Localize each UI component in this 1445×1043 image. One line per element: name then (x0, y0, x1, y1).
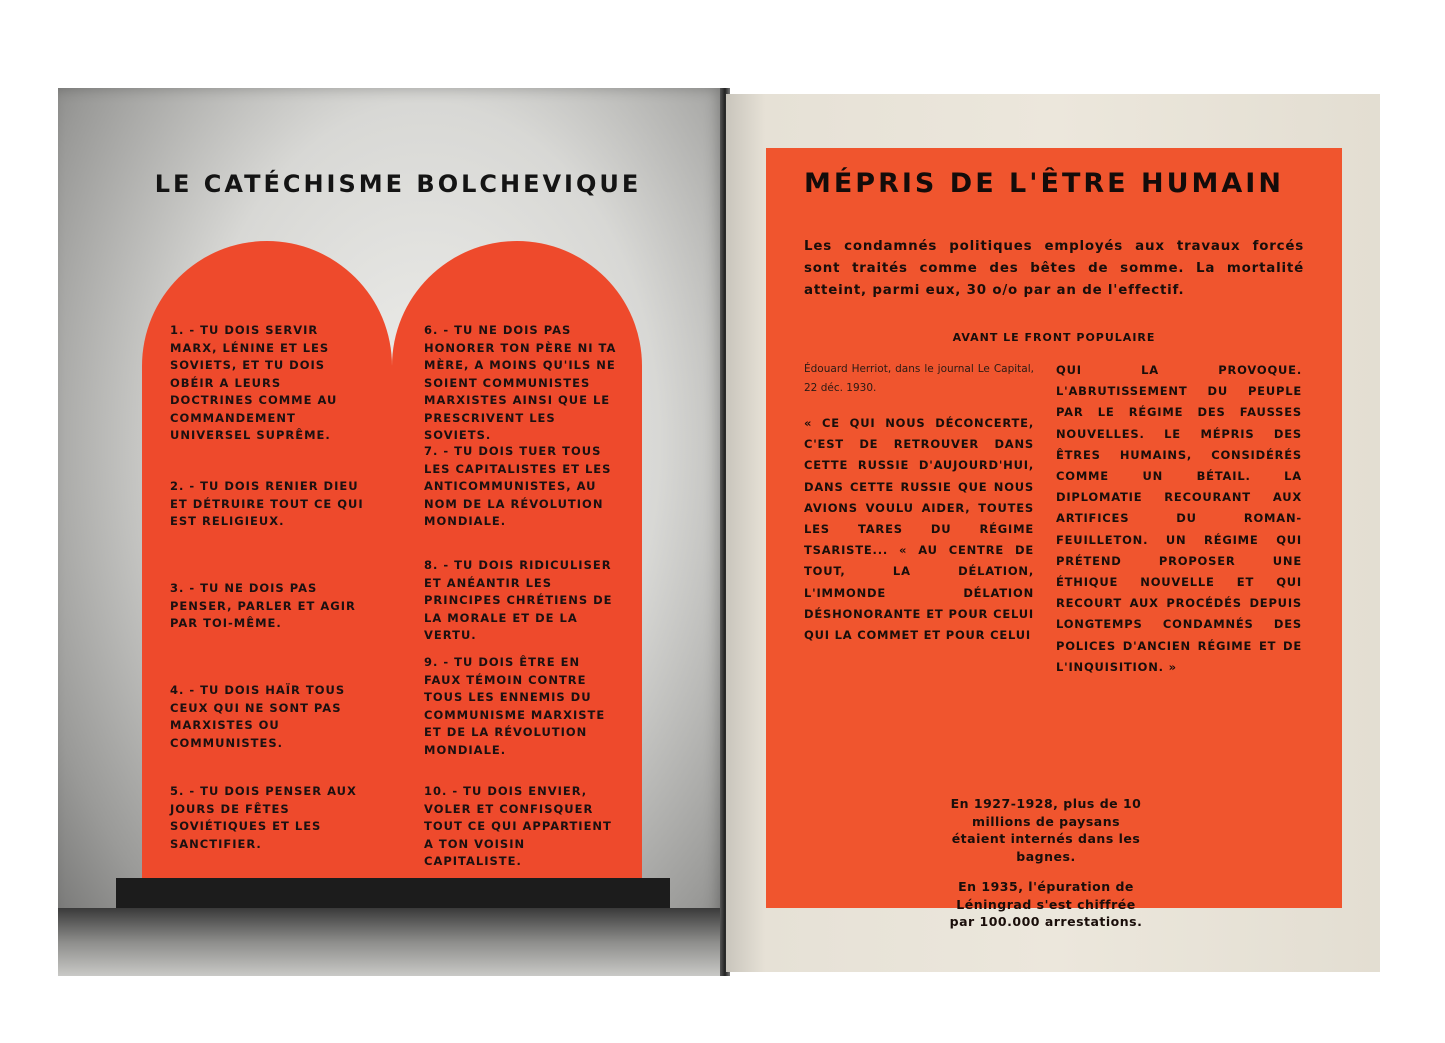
right-page-title: MÉPRIS DE L'ÊTRE HUMAIN (804, 168, 1284, 199)
statistic-2: En 1935, l'épuration de Léningrad s'est chiffrée par 100.000 arrestations. (949, 879, 1143, 929)
commandment-9: 9. - TU DOIS ÊTRE EN FAUX TÉMOIN CONTRE TOUS LES ENNEMIS DU COMMUNISME MARXISTE ET DE LA RÉVOLUTION MONDIALE. (424, 655, 606, 757)
statistic-1: En 1927-1928, plus de 10 millions de paysans étaient internés dans les bagnes. (950, 796, 1142, 864)
tablet-base (116, 878, 670, 908)
commandment-7: 7. - TU DOIS TUER TOUS LES CAPITALISTES ET LES ANTICOMMUNISTES, AU NOM DE LA RÉVOLUTION MONDIALE. (424, 444, 612, 528)
attribution: Édouard Herriot, dans le journal Le Capital, 22 déc. 1930. (804, 363, 1034, 394)
commandment-5: 5. - TU DOIS PENSER AUX JOURS DE FÊTES SOVIÉTIQUES ET LES SANCTIFIER. (170, 784, 357, 851)
quote-column-left: « CE QUI NOUS DÉCONCERTE, C'EST DE RETROUVER DANS CETTE RUSSIE D'AUJOURD'HUI, DANS CETTE RUSSIE QUE NOUS AVIONS VOULU AIDER, TOUTES LES TARES DU RÉGIME TSARISTE... « AU CENTRE DE TOUT, LA DÉLATION, L'IMMONDE DÉLATION DÉSHONORANTE ET POUR CELUI QUI LA COMMET ET POUR CELUI (804, 416, 1034, 643)
commandment-3: 3. - TU NE DOIS PAS PENSER, PARLER ET AGIR PAR TOI-MÊME. (170, 581, 356, 630)
commandment-6: 6. - TU NE DOIS PAS HONORER TON PÈRE NI TA MÈRE, A MOINS QU'ILS NE SOIENT COMMUNISTES MARXISTES AINSI QUE LE PRESCRIVENT LES SOVIETS. (424, 323, 617, 442)
commandment-2: 2. - TU DOIS RENIER DIEU ET DÉTRUIRE TOUT CE QUI EST RELIGIEUX. (170, 479, 364, 528)
open-booklet (58, 88, 1380, 976)
right-panel (766, 148, 1342, 929)
subhead: AVANT LE FRONT POPULAIRE (952, 331, 1156, 344)
commandment-4: 4. - TU DOIS HAÏR TOUS CEUX QUI NE SONT PAS MARXISTES OU COMMUNISTES. (170, 683, 346, 750)
left-page-title: LE CATÉCHISME BOLCHEVIQUE (154, 170, 642, 198)
left-page (58, 88, 726, 976)
tablet-floor (58, 908, 726, 976)
commandment-10: 10. - TU DOIS ENVIER, VOLER ET CONFISQUER TOUT CE QUI APPARTIENT A TON VOISIN CAPITALISTE. (424, 784, 612, 868)
intro-paragraph: Les condamnés politiques employés aux travaux forcés sont traités comme des bêtes de somme. La mortalité atteint, parmi eux, 30 o/o par an de l'effectif. (804, 239, 1304, 298)
commandment-1: 1. - TU DOIS SERVIR MARX, LÉNINE ET LES SOVIETS, ET TU DOIS OBÉIR A LEURS DOCTRINES COMME AU COMMANDEMENT UNIVERSEL SUPRÊME. (170, 323, 338, 442)
commandment-8: 8. - TU DOIS RIDICULISER ET ANÉANTIR LES PRINCIPES CHRÉTIENS DE LA MORALE ET DE LA VERTU. (424, 558, 613, 642)
quote-column-right: QUI LA PROVOQUE. L'ABRUTISSEMENT DU PEUPLE PAR LE RÉGIME DES FAUSSES NOUVELLES. LE MÉPRIS DES ÊTRES HUMAINS, CONSIDÉRÉS COMME UN BÉTAIL. LA DIPLOMATIE RECOURANT AUX ARTIFICES DU ROMAN-FEUILLETON. UN RÉGIME QUI PRÉTEND PROPOSER UNE ÉTHIQUE NOUVELLE ET QUI RECOURT AUX PROCÉDÉS DEPUIS LONGTEMPS CONDAMNÉS DES POLICES D'ANCIEN RÉGIME ET DE L'INQUISITION. » (1056, 363, 1302, 674)
